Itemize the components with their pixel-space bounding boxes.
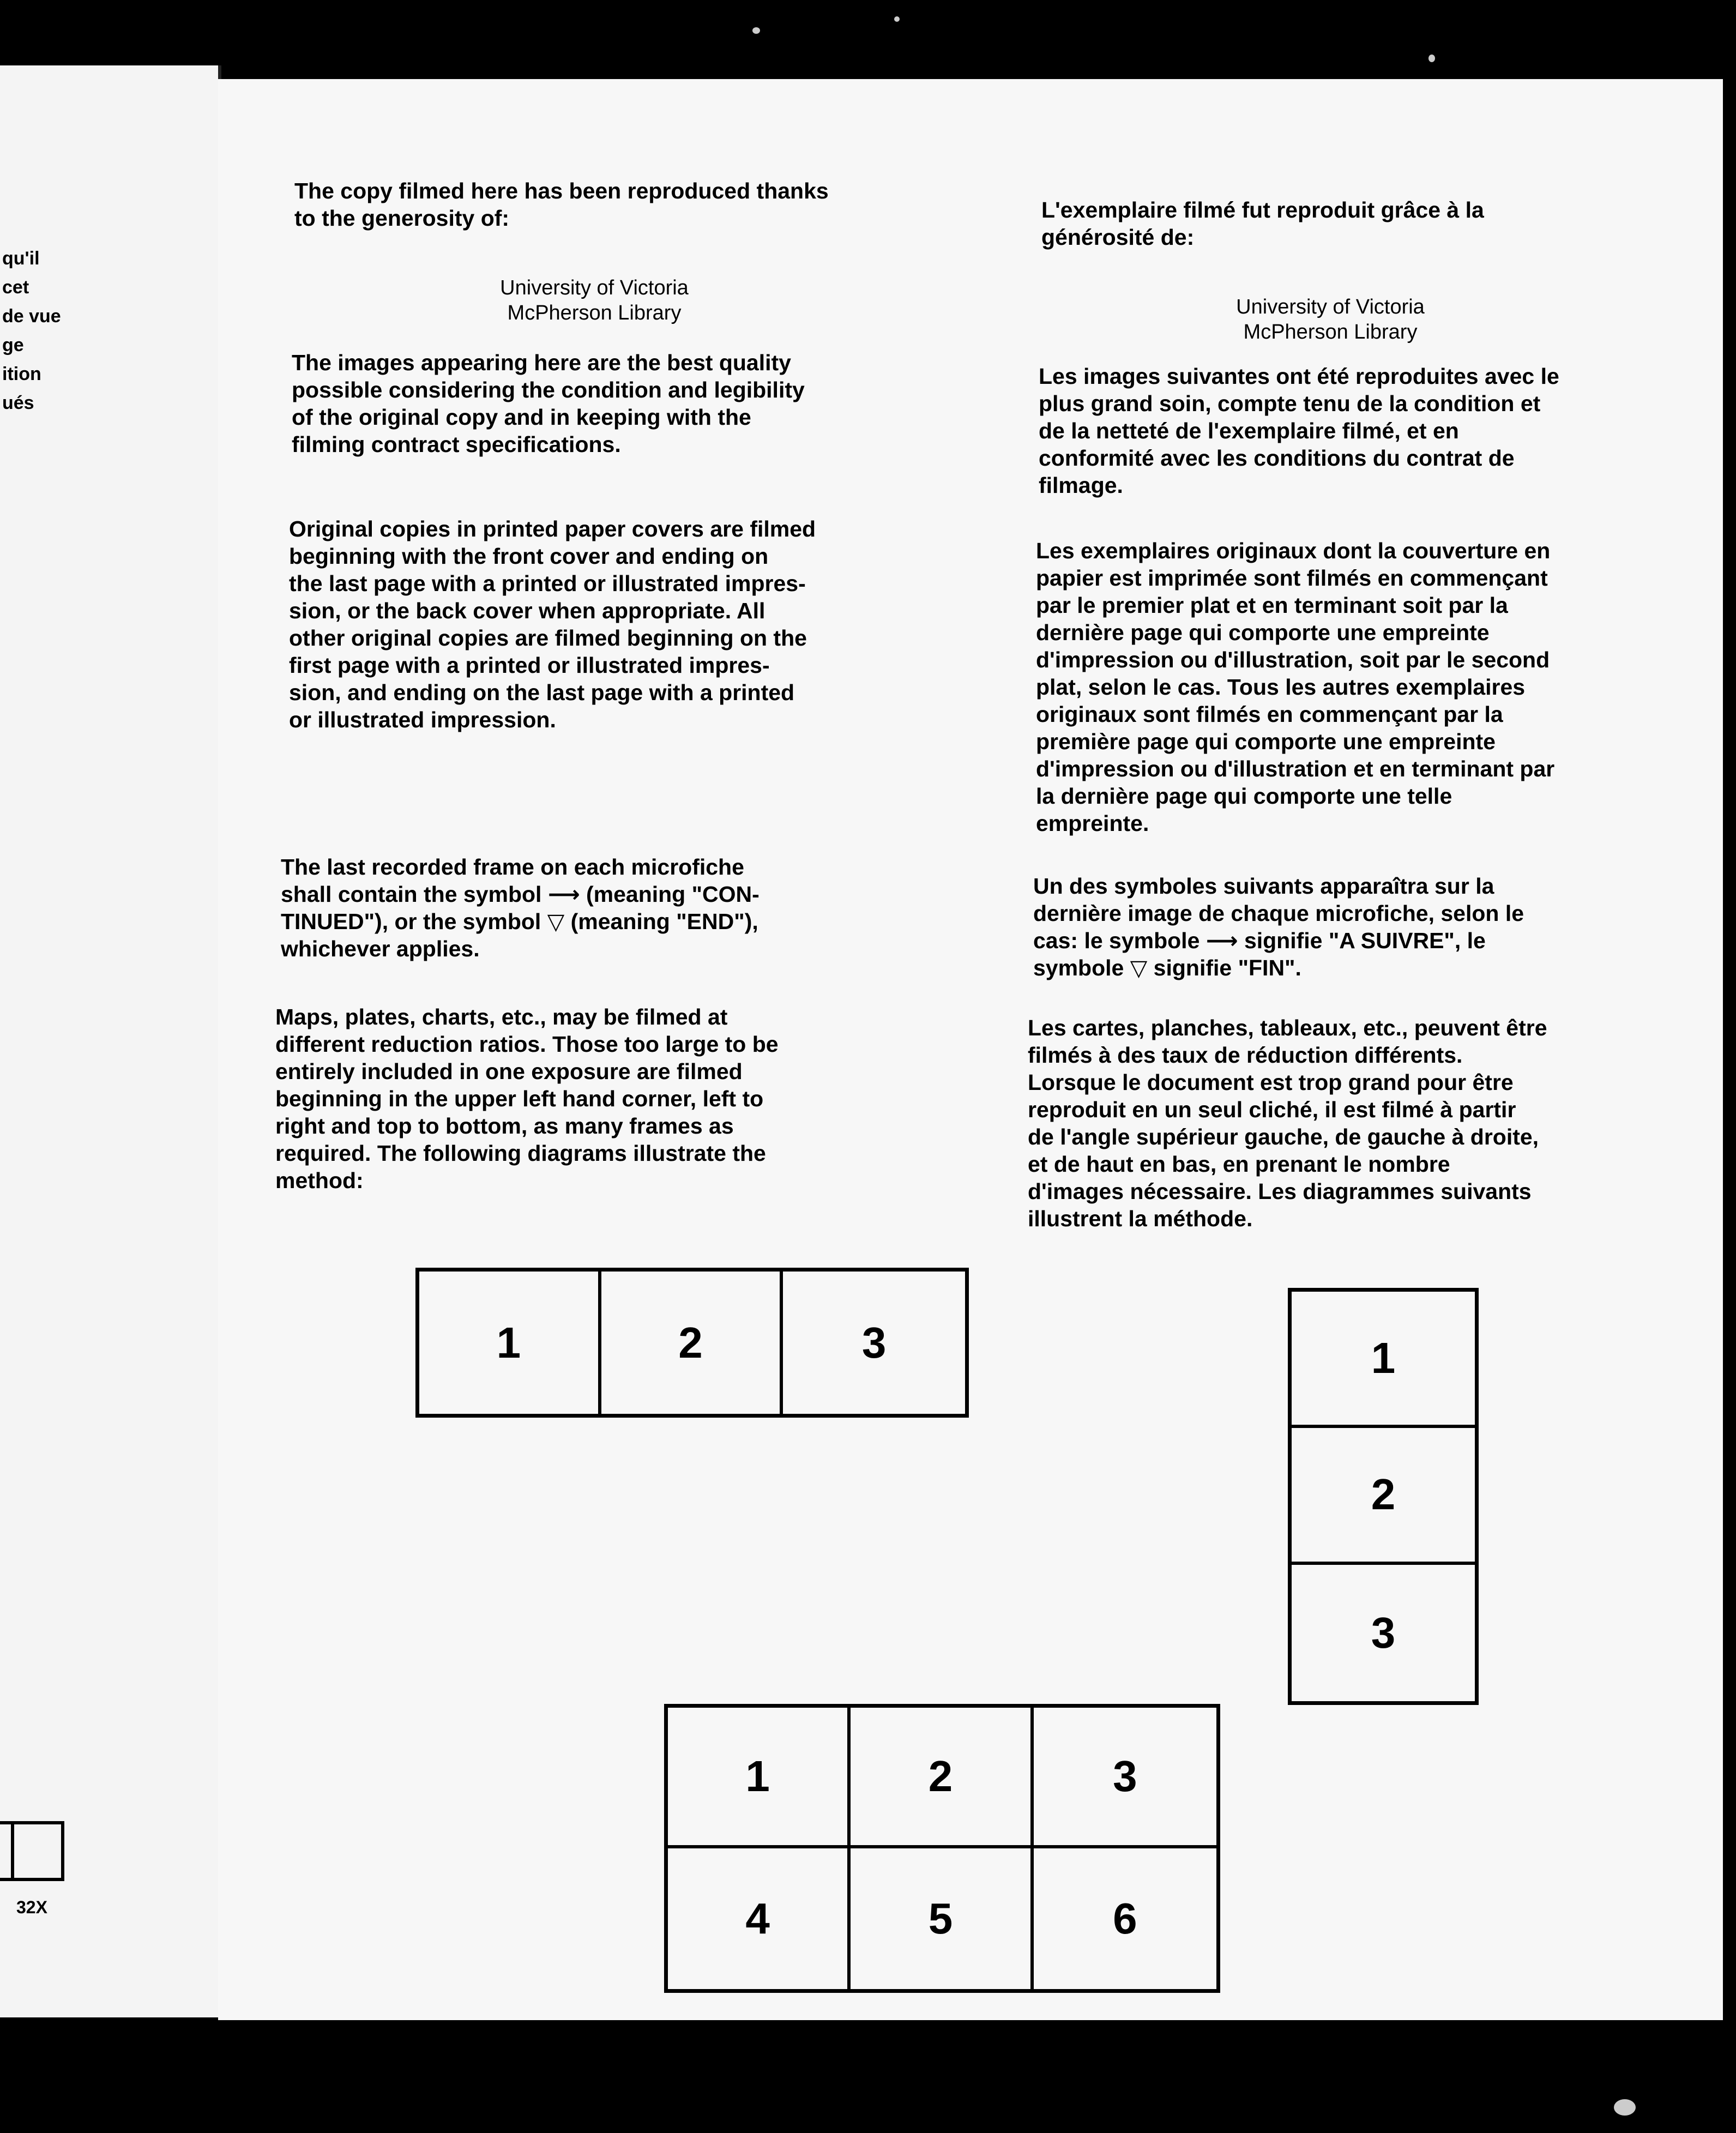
english-intro: The copy filmed here has been reproduced thanks to the generosity of: [294,178,829,231]
diagram-grid-cell: 4 [668,1848,851,1989]
fragment-line: qu'il [2,248,40,269]
fragment-label: 32X [16,1897,47,1917]
diagram-column-cell: 2 [1292,1428,1475,1564]
diagram-column-cell: 3 [1371,1608,1396,1657]
diagram-grid-cell: 5 [851,1848,1033,1989]
fragment-diagram-box [0,1821,64,1881]
film-speck [1428,55,1435,62]
fragment-line: de vue [2,306,61,327]
diagram-row-cell: 3 [861,1318,887,1367]
fragment-line: ués [2,393,34,413]
film-speck [752,27,760,34]
diagram-grid-cell: 1 [668,1708,851,1848]
french-intro: L'exemplaire filmé fut reproduit grâce à la générosité de: [1041,197,1484,250]
film-speck [1614,2099,1636,2116]
diagram-column [1288,1288,1479,1705]
english-maps-paragraph: Maps, plates, charts, etc., may be filmed at different reduction ratios. Those too large to be entirely included in one exposure are filmed beginning in the upper left hand corner, left to right and top to bottom, as many frames as required. The following diagrams illustrate the method: [275,1004,779,1193]
english-original-copies-paragraph: Original copies in printed paper covers are filmed beginning with the front cover and ending on the last page with a printed or illustrated impres- sion, or the back cover when appropriate. All other original copies are filmed beginning on the first page with a printed or illustrated impres- sion, and ending on the last page with a printed or illustrated impression. [289,516,816,732]
english-library-name: University of Victoria McPherson Library [500,276,689,324]
diagram-grid-cell: 3 [1034,1708,1216,1848]
english-symbol-paragraph: The last recorded frame on each microfiche shall contain the symbol ⟶ (meaning "CON- TINUED"), or the symbol ▽ (meaning "END"), whichever applies. [281,854,760,961]
diagram-grid-cell: 2 [851,1708,1033,1848]
fragment-line: ition [2,364,41,384]
fragment-divider [11,1824,14,1878]
french-quality-paragraph: Les images suivantes ont été reproduites avec le plus grand soin, compte tenu de la condition et de la netteté de l'exemplaire filmé, et en conformité avec les conditions du contrat de filmage. [1039,364,1559,498]
diagram-column-cell: 1 [1292,1292,1475,1428]
fragment-line: ge [2,335,24,356]
diagram-row [415,1268,969,1418]
film-speck [894,16,900,22]
left-page-fragment [0,65,221,2017]
diagram-row-cell: 1 [419,1272,601,1414]
french-symbol-paragraph: Un des symboles suivants apparaîtra sur la dernière image de chaque microfiche, selon le cas: le symbole ⟶ signifie "A SUIVRE", le symbole ▽ signifie "FIN". [1033,873,1524,980]
diagram-row-cell: 2 [601,1272,783,1414]
french-original-copies-paragraph: Les exemplaires originaux dont la couverture en papier est imprimée sont filmés en commençant par le premier plat et en terminant soit par la dernière page qui comporte une empreinte d'impression ou d'illustration, soit par le second plat, selon le cas. Tous les autres exemplaires originaux sont filmés en commençant par la première page qui comporte une empreinte d'impression ou d'illustration et en terminant par la dernière page qui comporte une telle empreinte. [1036,538,1555,836]
english-quality-paragraph: The images appearing here are the best quality possible considering the condition and legibility of the original copy and in keeping with the filming contract specifications. [292,350,805,457]
diagram-grid-cell: 6 [1113,1894,1137,1943]
french-library-name: University of Victoria McPherson Library [1236,296,1425,344]
fragment-line: cet [2,277,29,298]
diagram-grid [664,1704,1220,1993]
french-maps-paragraph: Les cartes, planches, tableaux, etc., peuvent être filmés à des taux de réduction différents. Lorsque le document est trop grand pour être reproduit en un seul cliché, il est filmé à partir de l'angle supérieur gauche, de gauche à droite, et de haut en bas, en prenant le nombre d'images nécessaire. Les diagrammes suivants illustrent la méthode. [1028,1015,1547,1231]
